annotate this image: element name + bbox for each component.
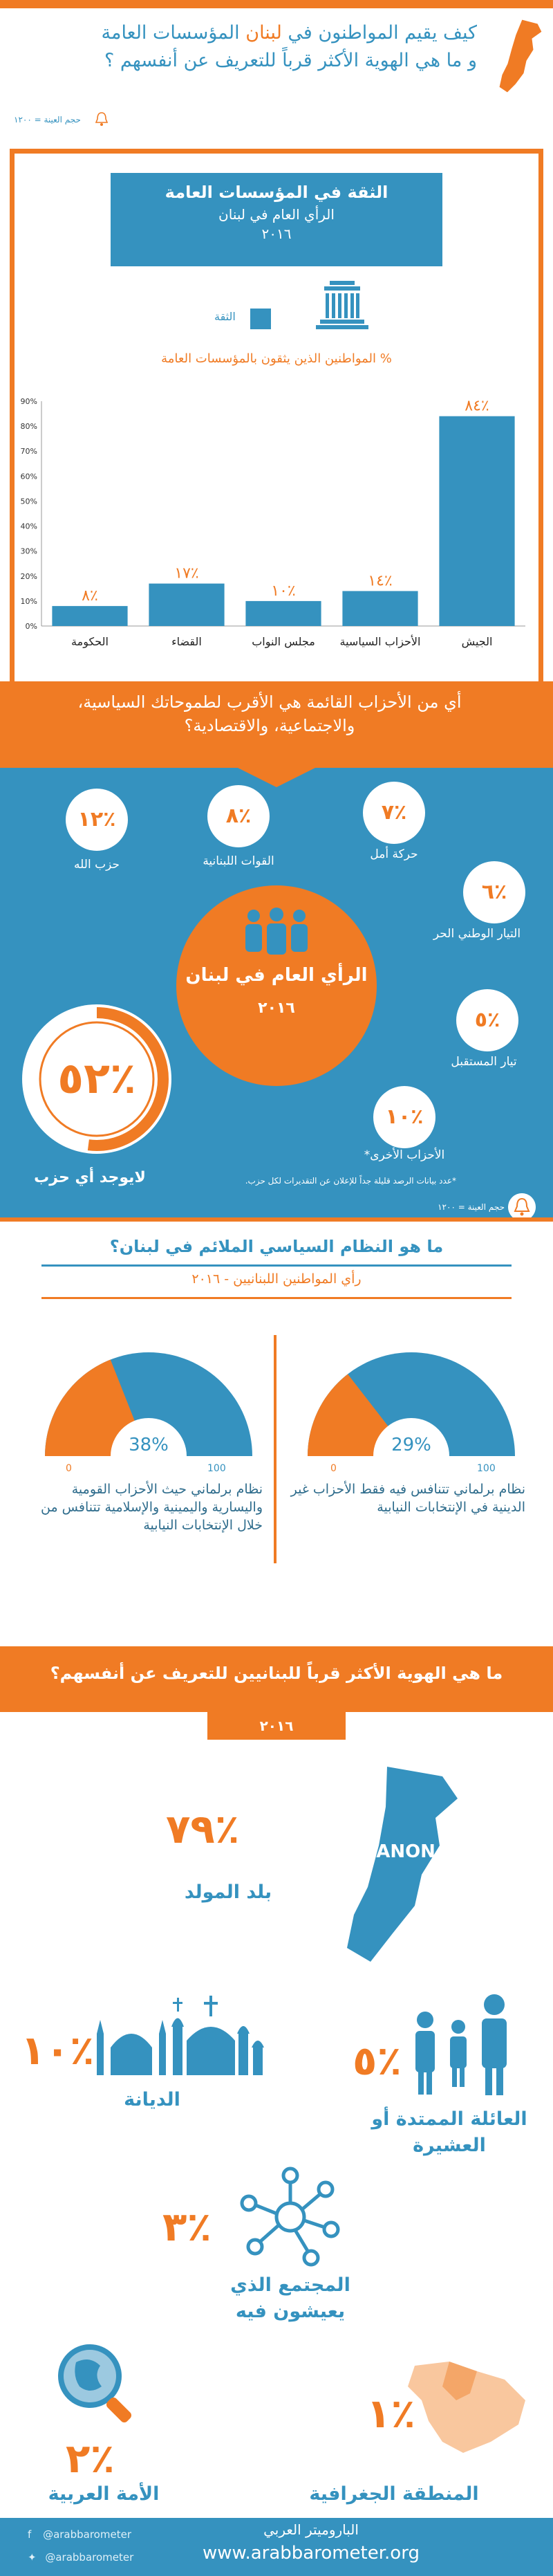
gauge-left-min: 0 [66,1463,72,1474]
gauge-left [41,1345,256,1463]
trust-subtitle: الرأي العام في لبنان [218,206,335,223]
identity-pct-region: ١٪ [366,2390,415,2437]
polsys-title-underline [41,1264,512,1267]
identity-pct-family: ٥٪ [353,2037,402,2084]
footer-org-name: الباروميتر العربي [263,2521,359,2538]
y-tick-label: 80% [20,422,37,432]
legend-label: الثقة [214,310,236,323]
chart-subtitle: % المواطنين الذين يثقون بالمؤسسات العامة [161,351,392,366]
identity-label-birth-country: بلد المولد [184,1882,272,1903]
party-label-fpm: التيار الوطني الحر [433,927,521,941]
trust-title: الثقة في المؤسسات العامة [165,183,388,202]
party-label-future: تيار المستقبل [451,1055,517,1069]
party-pct-amal: ٧٪ [363,782,425,844]
banner-arrow [235,766,318,787]
party-pct-future: ٥٪ [456,989,518,1051]
gauge-right [304,1345,518,1463]
identity-label-religion: الديانة [124,2089,180,2110]
bar [245,601,321,626]
gauge-right-max: 100 [477,1463,496,1474]
y-tick-label: 70% [20,447,37,457]
x-tick-label: الأحزاب السياسية [339,635,421,648]
party-pct-hezbollah: ١٢٪ [66,789,128,851]
y-tick-label: 10% [20,596,37,606]
party-label-amal: حركة أمل [370,847,418,861]
map-label: LEBANON [339,1841,435,1862]
identity-pct-community: ٣٪ [162,2203,212,2250]
party-pct-fpm: ٦٪ [463,861,525,923]
y-tick-label: 0% [25,622,37,631]
bell-icon [93,111,110,127]
bar [149,584,224,626]
parties-question: أي من الأحزاب القائمة هي الأقرب لطموحاتك السياسية، والاجتماعية، والاقتصادية؟ [77,692,462,735]
lebanon-map-icon [304,1764,463,1965]
gauge-right-value: 29% [391,1435,431,1455]
identity-label-arab-nation: الأمة العربية [48,2483,160,2505]
party-label-others: الأحزاب الأخرى* [364,1148,445,1162]
x-tick-label: مجلس النواب [252,635,315,648]
y-tick-label: 40% [20,522,37,531]
public-opinion-year: ٢٠١٦ [258,1000,295,1017]
identity-pct-birth-country: ٧٩٪ [166,1805,240,1852]
no-party-ring [14,996,180,1162]
identity-pct-arab-nation: ٢٪ [66,2435,115,2482]
party-pct-others: ١٠٪ [373,1086,435,1148]
people-icon [238,906,315,955]
government-building-icon [315,277,370,329]
bar [439,416,514,626]
sample-size: حجم العينة = ١٢٠٠ [438,1202,505,1212]
bar-data-label: ٨٤٪ [465,397,489,415]
bar [342,591,418,626]
identity-label-region: المنطقة الجغرافية [309,2483,479,2505]
y-tick-label: 50% [20,497,37,506]
bar-data-label: ١٤٪ [368,572,393,590]
sample-size: حجم العينة = ١٢٠٠ [14,115,81,125]
no-party-pct: ٥٢٪ [57,1053,136,1103]
parties-footnote: *عدد بيانات الرصد قليلة جداً للإعلان عن التقديرات لكل حزب. [245,1176,456,1186]
polsys-subtitle-underline [41,1297,512,1299]
bar [52,606,127,626]
gauge-left-max: 100 [207,1463,226,1474]
party-label-hezbollah: حزب الله [74,858,120,872]
party-pct-lebanese-forces: ٨٪ [207,785,270,847]
public-opinion-title: الرأي العام في لبنان [185,965,368,986]
identity-label-family: العائلة الممتدة أو العشيرة [371,2108,527,2156]
bell-icon [508,1193,536,1221]
identity-label-community: المجتمع الذي يعيشون فيه [230,2274,350,2322]
section-divider [0,1217,553,1222]
globe-magnifier-icon [52,2338,142,2428]
gauge-right-min: 0 [330,1463,337,1474]
gauge-right-desc: نظام برلماني تتنافس فيه فقط الأحزاب غير الدينية في الإنتخابات النيابية [290,1482,525,1515]
y-tick-label: 30% [20,546,37,556]
identity-year: ٢٠١٦ [207,1712,346,1740]
y-tick-label: 90% [20,397,37,406]
no-party-label: لايوجد أي حزب [34,1169,146,1186]
twitter-icon: ✦ [28,2551,37,2564]
family-icon [404,1992,522,2096]
facebook-icon: f [28,2528,32,2541]
legend-swatch [250,309,271,329]
region-map-icon [401,2359,532,2456]
party-label-lebanese-forces: القوات اللبنانية [203,854,274,868]
polsys-subtitle: رأي المواطنين اللبنانيين - ٢٠١٦ [191,1271,362,1287]
polsys-title: ما هو النظام السياسي الملائم في لبنان؟ [109,1237,444,1256]
gauge-left-desc: نظام برلماني حيث الأحزاب القومية واليسارية واليمينية والإسلامية تتنافس من خلال الإنتخابات النيابية [40,1482,263,1533]
y-tick-label: 60% [20,472,37,481]
x-tick-label: الحكومة [71,635,109,648]
religion-buildings-icon [90,1985,270,2082]
identity-pct-religion: ١٠٪ [21,2027,95,2074]
bar-data-label: ١٧٪ [174,564,199,582]
trust-title-box [111,173,442,266]
identity-question: ما هي الهوية الأكثر قرباً للبنانيين للتعريف عن أنفسهم؟ [50,1664,503,1683]
bar-data-label: ١٠٪ [271,582,296,600]
gauge-left-value: 38% [129,1435,169,1455]
x-tick-label: القضاء [171,635,202,648]
y-tick-label: 20% [20,571,37,581]
facebook-link[interactable]: f @arabbarometer [28,2528,131,2541]
x-tick-label: الجيش [461,635,493,648]
community-network-icon [238,2165,342,2269]
trust-bar-chart [14,387,539,664]
lebanon-map-icon [484,18,543,94]
top-accent-bar [0,0,553,8]
footer-website-link[interactable]: www.arabbarometer.org [203,2543,420,2564]
twitter-link[interactable]: ✦ @arabbarometer [28,2551,134,2564]
bar-data-label: ٨٪ [82,587,98,605]
trust-year: ٢٠١٦ [261,226,292,242]
vertical-divider [274,1335,276,1563]
page-title: كيف يقيم المواطنون في لبنان المؤسسات العامة و ما هي الهوية الأكثر قرباً للتعريف عن أنفسهم ؟ [101,22,477,71]
